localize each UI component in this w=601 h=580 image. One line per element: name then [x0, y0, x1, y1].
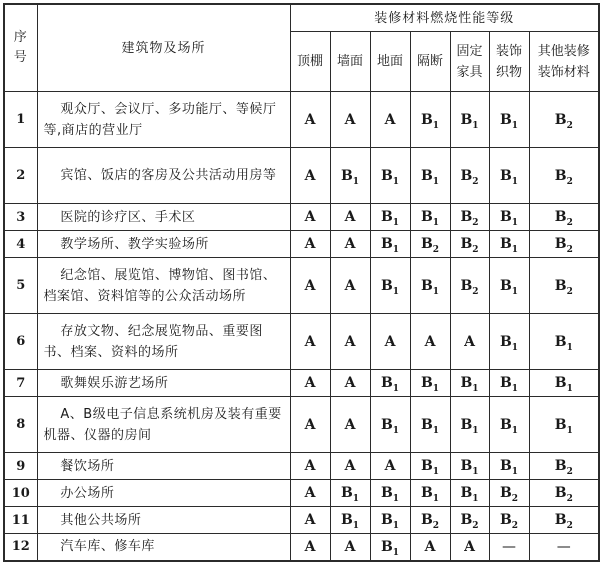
row-number: 9 [4, 453, 37, 480]
place-cell [37, 92, 290, 148]
fire-grade-table-container [3, 3, 600, 562]
table-row [4, 314, 599, 370]
grade-value: A [304, 416, 316, 433]
grade-subscript: 1 [432, 425, 440, 436]
table-body [4, 92, 599, 561]
grade-value: A [304, 167, 316, 184]
grade-cell: $B_2$ [450, 148, 489, 204]
place-text: 纪念馆、展览馆、博物馆、图书馆、档案馆、资料馆等的公众活动场所 [43, 267, 277, 304]
grade-cell: $B_2$ [529, 258, 599, 314]
grade-cell [330, 397, 370, 453]
grade-subscript: 1 [392, 217, 400, 228]
grade-cell: $B_1$ [370, 397, 410, 453]
grade-subscript: 1 [432, 176, 440, 187]
place-text: 汽车库、修车库 [60, 539, 155, 555]
place-text: 医院的诊疗区、手术区 [60, 209, 196, 225]
grade-cell: $B_2$ [450, 507, 489, 534]
row-number: 2 [4, 148, 37, 204]
grade-value: A [344, 236, 356, 252]
grade-cell: $B_2$ [450, 258, 489, 314]
table-row [4, 370, 599, 397]
grade-subscript: 1 [472, 466, 479, 477]
grade-cell: $B_2$ [529, 204, 599, 231]
header-col-wall [330, 32, 370, 92]
grade-cell: $B_1$ [410, 92, 450, 148]
row-number: 3 [4, 204, 37, 231]
header-seq-text: 序号 [13, 30, 28, 65]
grade-subscript: 2 [472, 217, 479, 228]
grade-cell: $B_1$ [450, 370, 489, 397]
header-col-label: 固定家具 [456, 43, 483, 80]
table-row [4, 258, 599, 314]
grade-value: A [304, 333, 316, 350]
table-row [4, 148, 599, 204]
table-row [4, 480, 599, 507]
place-cell [37, 370, 290, 397]
header-col-label: 顶棚 [296, 54, 323, 69]
place-text: 餐饮场所 [60, 458, 115, 474]
place-text: 办公场所 [60, 485, 115, 501]
grade-subscript: 1 [511, 342, 519, 353]
grade-subscript: 2 [472, 520, 479, 531]
grade-subscript: 1 [352, 520, 360, 531]
grade-subscript: 1 [511, 466, 519, 477]
grade-value: A [344, 333, 356, 350]
grade-cell: $B_1$ [489, 258, 529, 314]
grade-cell: $B_1$ [529, 314, 599, 370]
grade-cell [290, 231, 330, 258]
grade-subscript: 2 [432, 244, 440, 255]
place-cell [37, 231, 290, 258]
grade-cell: $B_1$ [489, 148, 529, 204]
row-number: 10 [4, 480, 37, 507]
grade-cell: $B_1$ [330, 148, 370, 204]
grade-cell: $B_1$ [529, 397, 599, 453]
grade-cell: $B_1$ [370, 534, 410, 561]
grade-subscript: 2 [566, 466, 573, 477]
grade-cell [290, 148, 330, 204]
grade-cell [330, 258, 370, 314]
grade-cell: $B_1$ [370, 480, 410, 507]
header-grade-group: 装修材料燃烧性能等级 [290, 4, 599, 32]
grade-cell: $B_2$ [489, 507, 529, 534]
grade-cell: $B_1$ [489, 314, 529, 370]
grade-cell [290, 480, 330, 507]
grade-cell [330, 204, 370, 231]
grade-subscript: 2 [566, 120, 573, 131]
grade-subscript: 2 [511, 493, 519, 504]
header-col-label: 地面 [376, 54, 403, 69]
grade-subscript: 1 [511, 383, 519, 394]
header-place: 建筑物及场所 [37, 4, 290, 92]
grade-cell [410, 314, 450, 370]
grade-cell [290, 534, 330, 561]
place-cell [37, 507, 290, 534]
grade-cell: $B_1$ [410, 397, 450, 453]
grade-cell: $B_1$ [330, 480, 370, 507]
grade-cell: $B_1$ [410, 453, 450, 480]
grade-subscript: 1 [566, 342, 573, 353]
grade-subscript: 1 [472, 425, 479, 436]
place-text: 其他公共场所 [60, 512, 142, 528]
place-text: 歌舞娱乐游艺场所 [60, 375, 169, 391]
grade-cell [330, 314, 370, 370]
place-text: 存放文物、纪念展览物品、重要图书、档案、资料的场所 [43, 323, 263, 360]
place-cell [37, 314, 290, 370]
grade-value: A [304, 111, 316, 128]
grade-subscript: 1 [392, 520, 400, 531]
header-col-textiles [489, 32, 529, 92]
row-number: 12 [4, 534, 37, 561]
grade-subscript: 2 [566, 176, 573, 187]
grade-subscript: 1 [511, 425, 519, 436]
place-cell [37, 397, 290, 453]
grade-value: A [424, 333, 436, 350]
grade-cell [489, 534, 529, 561]
header-seq [4, 4, 37, 92]
grade-cell: $B_1$ [370, 204, 410, 231]
grade-cell [450, 314, 489, 370]
place-text: 教学场所、教学实验场所 [60, 236, 209, 252]
grade-subscript: 1 [432, 493, 440, 504]
grade-cell: $B_1$ [489, 231, 529, 258]
grade-value: A [304, 209, 316, 225]
table-row [4, 231, 599, 258]
grade-cell: $B_2$ [489, 480, 529, 507]
row-number: 4 [4, 231, 37, 258]
grade-cell: $B_1$ [489, 397, 529, 453]
grade-subscript: 2 [432, 520, 440, 531]
header-col-fixed-furniture [450, 32, 489, 92]
grade-subscript: 1 [511, 120, 519, 131]
grade-cell: $B_2$ [529, 480, 599, 507]
place-cell [37, 258, 290, 314]
grade-cell [330, 231, 370, 258]
grade-subscript: 2 [566, 493, 573, 504]
header-col-label: 隔断 [416, 54, 443, 69]
grade-cell [330, 92, 370, 148]
row-number: 11 [4, 507, 37, 534]
grade-subscript: 1 [432, 466, 440, 477]
grade-cell: $B_1$ [330, 507, 370, 534]
table-row [4, 507, 599, 534]
grade-cell: $B_1$ [370, 231, 410, 258]
row-number: 8 [4, 397, 37, 453]
table-row [4, 204, 599, 231]
grade-subscript: 1 [392, 286, 400, 297]
grade-subscript: 1 [392, 383, 400, 394]
place-cell [37, 480, 290, 507]
row-number: 1 [4, 92, 37, 148]
grade-subscript: 1 [472, 493, 479, 504]
header-col-label: 其他装修装饰材料 [537, 43, 590, 80]
grade-cell: $B_1$ [410, 204, 450, 231]
grade-value: A [464, 538, 475, 555]
grade-value: A [344, 209, 356, 225]
grade-cell: $B_2$ [529, 231, 599, 258]
grade-cell: $B_2$ [529, 148, 599, 204]
grade-cell: $B_1$ [529, 370, 599, 397]
grade-subscript: 1 [432, 217, 440, 228]
grade-value: A [344, 538, 356, 555]
grade-cell [290, 258, 330, 314]
grade-subscript: 2 [566, 520, 573, 531]
grade-subscript: 1 [392, 547, 400, 558]
grade-cell: $B_1$ [410, 148, 450, 204]
grade-subscript: 2 [566, 286, 573, 297]
grade-cell: $B_2$ [529, 453, 599, 480]
place-text: 观众厅、会议厅、多功能厅、等候厅等,商店的营业厅 [43, 101, 277, 138]
grade-cell [290, 507, 330, 534]
grade-value: A [304, 458, 316, 474]
grade-cell [330, 370, 370, 397]
grade-value: A [304, 236, 316, 252]
grade-cell [330, 453, 370, 480]
grade-value: A [384, 111, 396, 128]
grade-cell [290, 92, 330, 148]
grade-subscript: 2 [511, 520, 519, 531]
header-col-partition [410, 32, 450, 92]
table-row [4, 397, 599, 453]
grade-value: A [384, 458, 396, 474]
grade-subscript: 1 [432, 120, 440, 131]
grade-value: A [344, 458, 356, 474]
grade-subscript: 2 [472, 244, 479, 255]
grade-subscript: 1 [511, 286, 519, 297]
grade-subscript: 1 [352, 176, 360, 187]
grade-cell [330, 534, 370, 561]
grade-subscript: 2 [472, 176, 479, 187]
place-cell [37, 148, 290, 204]
grade-value: A [464, 333, 475, 350]
grade-cell: $B_1$ [370, 507, 410, 534]
grade-cell: $B_1$ [450, 92, 489, 148]
grade-subscript: 1 [392, 176, 400, 187]
grade-value: A [304, 512, 316, 528]
grade-value: A [384, 333, 396, 350]
grade-value: A [344, 416, 356, 433]
row-number: 7 [4, 370, 37, 397]
grade-cell [370, 453, 410, 480]
grade-subscript: 1 [432, 383, 440, 394]
grade-value: — [502, 538, 516, 555]
grade-subscript: 1 [472, 120, 479, 131]
grade-cell: $B_1$ [410, 370, 450, 397]
grade-cell [370, 314, 410, 370]
table-row [4, 534, 599, 561]
grade-subscript: 1 [392, 425, 400, 436]
grade-cell [290, 204, 330, 231]
grade-subscript: 1 [432, 286, 440, 297]
grade-subscript: 1 [566, 425, 573, 436]
grade-subscript: 1 [392, 244, 400, 255]
grade-cell [290, 453, 330, 480]
grade-cell: $B_2$ [410, 231, 450, 258]
grade-value: A [344, 111, 356, 128]
grade-value: A [304, 375, 316, 391]
grade-value: — [556, 538, 571, 555]
grade-cell [290, 314, 330, 370]
grade-subscript: 1 [566, 383, 573, 394]
grade-cell: $B_1$ [450, 453, 489, 480]
grade-subscript: 1 [511, 176, 519, 187]
grade-value: A [304, 538, 316, 555]
grade-subscript: 2 [472, 286, 479, 297]
grade-cell [529, 534, 599, 561]
grade-cell: $B_2$ [529, 92, 599, 148]
table-row [4, 92, 599, 148]
grade-subscript: 1 [472, 383, 479, 394]
place-text: 宾馆、饭店的客房及公共活动用房等 [60, 168, 277, 183]
grade-cell: $B_1$ [489, 453, 529, 480]
grade-value: A [304, 485, 316, 501]
grade-cell: $B_1$ [370, 148, 410, 204]
grade-cell: $B_2$ [410, 507, 450, 534]
grade-cell [290, 370, 330, 397]
grade-cell [290, 397, 330, 453]
grade-subscript: 2 [566, 217, 573, 228]
header-col-label: 墙面 [336, 54, 363, 69]
grade-cell [450, 534, 489, 561]
header-col-other-materials [529, 32, 599, 92]
grade-value: A [304, 277, 316, 294]
header-col-label: 装饰织物 [495, 43, 522, 80]
grade-cell [370, 92, 410, 148]
grade-cell: $B_1$ [450, 480, 489, 507]
table-row [4, 453, 599, 480]
grade-cell: $B_1$ [489, 370, 529, 397]
place-cell [37, 534, 290, 561]
grade-subscript: 1 [511, 217, 519, 228]
fire-grade-table [3, 3, 600, 562]
row-number: 6 [4, 314, 37, 370]
grade-cell: $B_1$ [370, 258, 410, 314]
grade-cell: $B_1$ [489, 92, 529, 148]
grade-cell: $B_1$ [410, 480, 450, 507]
grade-cell: $B_1$ [410, 258, 450, 314]
grade-subscript: 2 [566, 244, 573, 255]
place-cell [37, 453, 290, 480]
grade-cell [410, 534, 450, 561]
row-number: 5 [4, 258, 37, 314]
grade-cell: $B_2$ [450, 204, 489, 231]
grade-cell: $B_1$ [450, 397, 489, 453]
grade-subscript: 1 [352, 493, 360, 504]
grade-value: A [424, 538, 436, 555]
grade-subscript: 1 [392, 493, 400, 504]
place-text: A、B级电子信息系统机房及装有重要机器、仪器的房间 [43, 406, 282, 443]
grade-cell: $B_2$ [529, 507, 599, 534]
grade-value: A [344, 277, 356, 294]
grade-cell: $B_1$ [370, 370, 410, 397]
grade-subscript: 1 [511, 244, 519, 255]
grade-cell: $B_2$ [450, 231, 489, 258]
header-col-ceiling [290, 32, 330, 92]
place-cell [37, 204, 290, 231]
header-col-floor [370, 32, 410, 92]
grade-cell: $B_1$ [489, 204, 529, 231]
grade-value: A [344, 375, 356, 391]
